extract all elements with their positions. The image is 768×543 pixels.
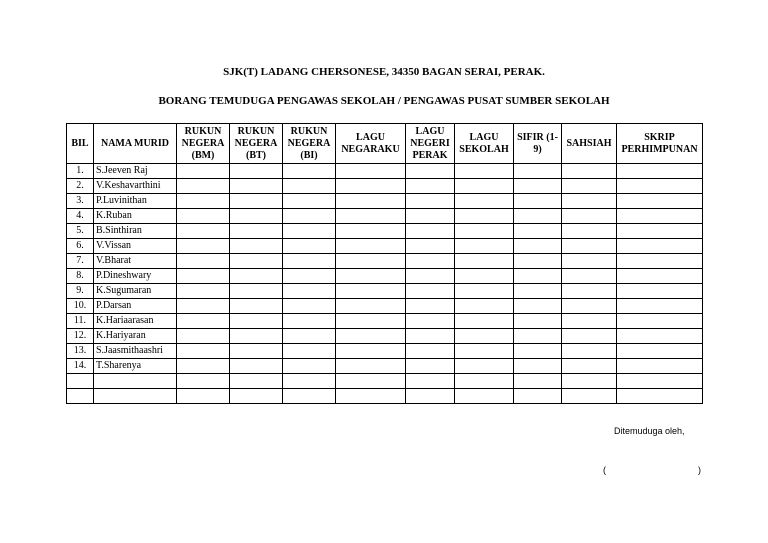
score-cell: [336, 164, 406, 179]
score-cell: [336, 314, 406, 329]
score-cell: [230, 359, 283, 374]
score-cell: [514, 344, 562, 359]
score-cell: [283, 269, 336, 284]
row-number: 3.: [67, 194, 94, 209]
score-cell: [514, 389, 562, 404]
score-cell: [455, 284, 514, 299]
score-cell: [617, 239, 703, 254]
score-cell: [336, 254, 406, 269]
score-cell: [562, 389, 617, 404]
score-cell: [230, 164, 283, 179]
score-cell: [562, 269, 617, 284]
score-cell: [177, 224, 230, 239]
score-cell: [336, 344, 406, 359]
score-cell: [562, 344, 617, 359]
score-cell: [283, 344, 336, 359]
student-name: B.Sinthiran: [94, 224, 177, 239]
score-cell: [455, 299, 514, 314]
score-cell: [514, 374, 562, 389]
score-cell: [406, 284, 455, 299]
table-row: [67, 344, 703, 359]
row-number: 1.: [67, 164, 94, 179]
student-name: K.Hariaarasan: [94, 314, 177, 329]
score-cell: [406, 314, 455, 329]
score-cell: [230, 239, 283, 254]
score-cell: [562, 359, 617, 374]
table-row: [67, 164, 703, 179]
score-cell: [617, 254, 703, 269]
score-cell: [406, 254, 455, 269]
table-row: [67, 299, 703, 314]
score-cell: [562, 254, 617, 269]
table-row: [67, 374, 703, 389]
score-cell: [177, 299, 230, 314]
score-cell: [283, 314, 336, 329]
score-cell: [617, 164, 703, 179]
score-cell: [230, 179, 283, 194]
table-row: [67, 314, 703, 329]
score-cell: [617, 179, 703, 194]
form-title: BORANG TEMUDUGA PENGAWAS SEKOLAH / PENGAWAS PUSAT SUMBER SEKOLAH: [158, 95, 610, 107]
row-number: [67, 374, 94, 389]
score-cell: [283, 284, 336, 299]
score-cell: [283, 194, 336, 209]
table-row: [67, 359, 703, 374]
score-cell: [617, 209, 703, 224]
score-cell: [562, 284, 617, 299]
score-cell: [617, 284, 703, 299]
score-cell: [283, 239, 336, 254]
column-header: RUKUN NEGERA (BM): [177, 124, 230, 164]
student-name: V.Keshavarthini: [94, 179, 177, 194]
column-header: RUKUN NEGERA (BT): [230, 124, 283, 164]
student-name: [94, 374, 177, 389]
row-number: 2.: [67, 179, 94, 194]
score-cell: [617, 359, 703, 374]
score-cell: [336, 299, 406, 314]
score-cell: [562, 299, 617, 314]
score-cell: [455, 179, 514, 194]
score-cell: [455, 269, 514, 284]
score-cell: [177, 209, 230, 224]
score-cell: [514, 179, 562, 194]
score-cell: [617, 224, 703, 239]
student-name: V.Bharat: [94, 254, 177, 269]
score-cell: [177, 314, 230, 329]
score-cell: [406, 269, 455, 284]
table-row: [67, 239, 703, 254]
score-cell: [336, 224, 406, 239]
score-cell: [406, 299, 455, 314]
row-number: 12.: [67, 329, 94, 344]
school-title: SJK(T) LADANG CHERSONESE, 34350 BAGAN SERAI, PERAK.: [223, 66, 545, 78]
score-cell: [283, 224, 336, 239]
score-cell: [336, 359, 406, 374]
student-name: K.Hariyaran: [94, 329, 177, 344]
score-cell: [177, 329, 230, 344]
score-cell: [177, 374, 230, 389]
score-cell: [177, 164, 230, 179]
row-number: 6.: [67, 239, 94, 254]
score-cell: [283, 179, 336, 194]
column-header: SAHSIAH: [562, 124, 617, 164]
column-header: SIFIR (1-9): [514, 124, 562, 164]
student-name: P.Luvinithan: [94, 194, 177, 209]
table-row: [67, 284, 703, 299]
score-cell: [230, 344, 283, 359]
score-cell: [283, 389, 336, 404]
score-cell: [283, 164, 336, 179]
score-cell: [455, 239, 514, 254]
score-cell: [177, 359, 230, 374]
score-cell: [230, 374, 283, 389]
score-cell: [230, 194, 283, 209]
score-cell: [514, 209, 562, 224]
score-cell: [617, 344, 703, 359]
signature-open-bracket: (: [603, 465, 606, 475]
score-cell: [406, 329, 455, 344]
score-cell: [617, 389, 703, 404]
student-name: P.Dineshwary: [94, 269, 177, 284]
score-cell: [177, 269, 230, 284]
score-cell: [177, 239, 230, 254]
score-cell: [406, 359, 455, 374]
row-number: 5.: [67, 224, 94, 239]
score-cell: [514, 239, 562, 254]
student-name: K.Sugumaran: [94, 284, 177, 299]
table-row: [67, 329, 703, 344]
score-cell: [455, 374, 514, 389]
score-cell: [406, 224, 455, 239]
score-cell: [230, 254, 283, 269]
score-cell: [336, 284, 406, 299]
column-header: BIL: [67, 124, 94, 164]
score-cell: [562, 329, 617, 344]
row-number: 9.: [67, 284, 94, 299]
score-cell: [455, 164, 514, 179]
score-cell: [336, 374, 406, 389]
score-cell: [283, 254, 336, 269]
row-number: 10.: [67, 299, 94, 314]
score-cell: [406, 239, 455, 254]
score-cell: [514, 314, 562, 329]
student-name: S.Jaasmithaashri: [94, 344, 177, 359]
row-number: 4.: [67, 209, 94, 224]
score-cell: [336, 209, 406, 224]
score-cell: [514, 359, 562, 374]
student-name: V.Vissan: [94, 239, 177, 254]
score-cell: [617, 194, 703, 209]
score-cell: [455, 359, 514, 374]
column-header: LAGU NEGERI PERAK: [406, 124, 455, 164]
row-number: 7.: [67, 254, 94, 269]
score-cell: [562, 164, 617, 179]
score-cell: [514, 224, 562, 239]
score-cell: [455, 194, 514, 209]
score-cell: [283, 329, 336, 344]
score-cell: [336, 179, 406, 194]
score-cell: [283, 374, 336, 389]
score-cell: [336, 389, 406, 404]
score-cell: [455, 329, 514, 344]
score-cell: [562, 374, 617, 389]
score-cell: [617, 314, 703, 329]
score-cell: [230, 209, 283, 224]
signature-close-bracket: ): [698, 465, 701, 475]
column-header: LAGU NEGARAKU: [336, 124, 406, 164]
score-cell: [230, 389, 283, 404]
interview-table: [66, 123, 703, 404]
row-number: 11.: [67, 314, 94, 329]
row-number: 8.: [67, 269, 94, 284]
score-cell: [336, 329, 406, 344]
score-cell: [455, 209, 514, 224]
score-cell: [514, 254, 562, 269]
score-cell: [177, 389, 230, 404]
score-cell: [514, 299, 562, 314]
score-cell: [283, 299, 336, 314]
score-cell: [406, 179, 455, 194]
score-cell: [562, 179, 617, 194]
table-header-row: [67, 124, 703, 164]
score-cell: [562, 194, 617, 209]
score-cell: [617, 374, 703, 389]
score-cell: [455, 254, 514, 269]
score-cell: [230, 314, 283, 329]
score-cell: [514, 284, 562, 299]
column-header: LAGU SEKOLAH: [455, 124, 514, 164]
score-cell: [336, 239, 406, 254]
table-row: [67, 194, 703, 209]
score-cell: [230, 284, 283, 299]
score-cell: [283, 359, 336, 374]
score-cell: [406, 374, 455, 389]
score-cell: [406, 164, 455, 179]
score-cell: [336, 269, 406, 284]
score-cell: [617, 329, 703, 344]
score-cell: [562, 239, 617, 254]
score-cell: [455, 344, 514, 359]
column-header: RUKUN NEGERA (BI): [283, 124, 336, 164]
score-cell: [406, 209, 455, 224]
score-cell: [617, 269, 703, 284]
score-cell: [177, 194, 230, 209]
score-cell: [514, 269, 562, 284]
score-cell: [406, 194, 455, 209]
table-row: [67, 389, 703, 404]
score-cell: [514, 194, 562, 209]
column-header: SKRIP PERHIMPUNAN: [617, 124, 703, 164]
score-cell: [230, 224, 283, 239]
score-cell: [455, 224, 514, 239]
table-row: [67, 269, 703, 284]
interviewer-label: Ditemuduga oleh,: [614, 426, 685, 436]
score-cell: [230, 269, 283, 284]
table-row: [67, 254, 703, 269]
score-cell: [514, 164, 562, 179]
table-row: [67, 179, 703, 194]
score-cell: [617, 299, 703, 314]
score-cell: [336, 194, 406, 209]
score-cell: [455, 389, 514, 404]
row-number: 13.: [67, 344, 94, 359]
student-name: K.Ruban: [94, 209, 177, 224]
column-header: NAMA MURID: [94, 124, 177, 164]
score-cell: [455, 314, 514, 329]
student-name: T.Sharenya: [94, 359, 177, 374]
score-cell: [177, 179, 230, 194]
score-cell: [177, 284, 230, 299]
row-number: [67, 389, 94, 404]
student-name: S.Jeeven Raj: [94, 164, 177, 179]
table-row: [67, 224, 703, 239]
score-cell: [230, 299, 283, 314]
score-cell: [406, 344, 455, 359]
score-cell: [230, 329, 283, 344]
score-cell: [177, 254, 230, 269]
score-cell: [562, 314, 617, 329]
score-cell: [562, 224, 617, 239]
score-cell: [562, 209, 617, 224]
score-cell: [406, 389, 455, 404]
row-number: 14.: [67, 359, 94, 374]
score-cell: [283, 209, 336, 224]
score-cell: [514, 329, 562, 344]
student-name: P.Darsan: [94, 299, 177, 314]
score-cell: [177, 344, 230, 359]
student-name: [94, 389, 177, 404]
table-row: [67, 209, 703, 224]
